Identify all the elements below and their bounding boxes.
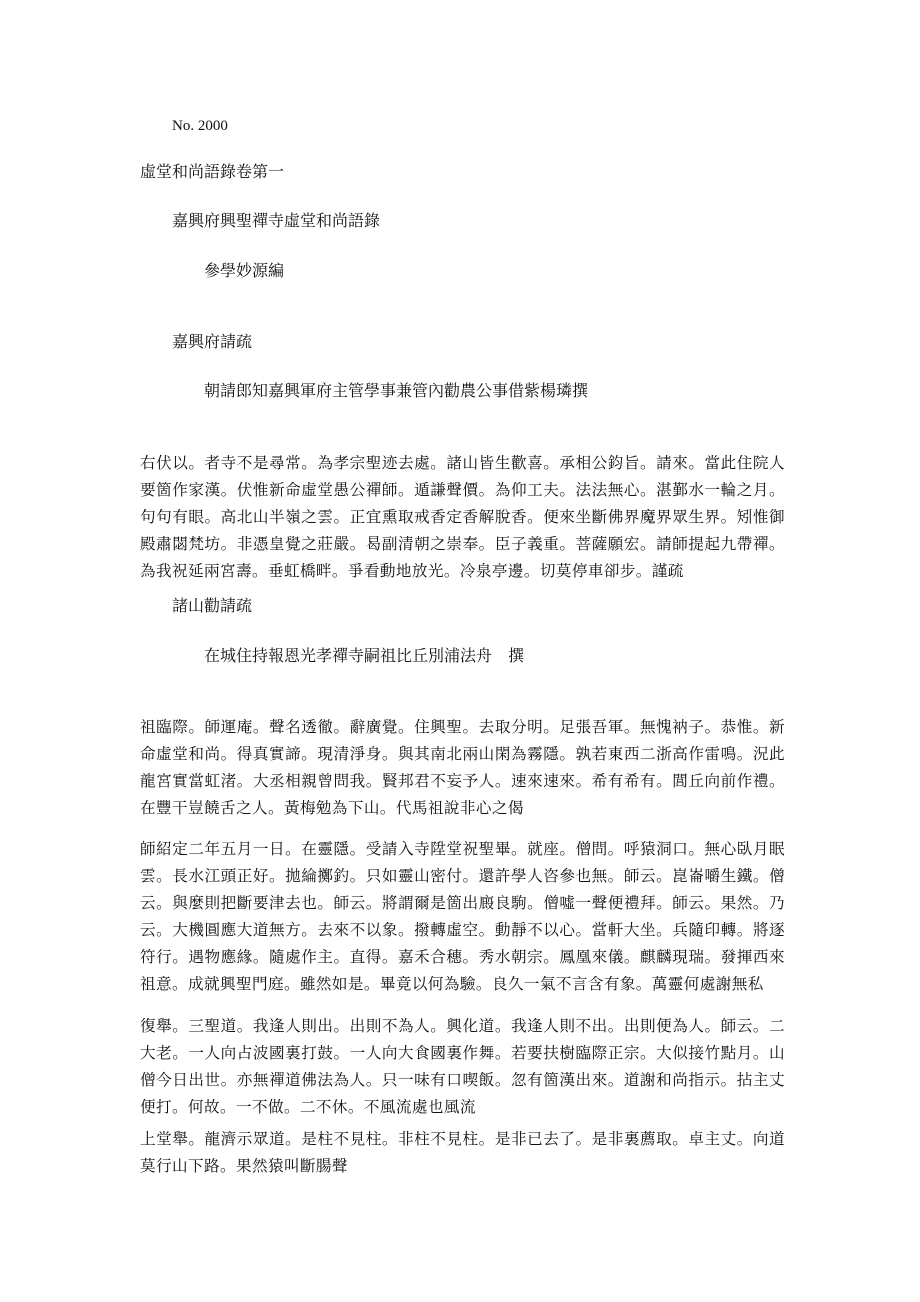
heading-zhushan-petition: 諸山勸請疏 [172, 596, 253, 615]
paragraph-1: 右伏以。者寺不是尋常。為孝宗聖迹去處。諸山皆生歡喜。承相公鈞旨。請來。當此住院人要箇作家漢。伏惟新命虛堂愚公禪師。遁謙聲價。為仰工夫。法法無心。湛鄞水一輪之月。句句有眼。高北山半嶺之雲。正宜熏取戒香定香解脫香。便來坐斷佛界魔界眾生界。矧惟御殿肅閟梵坊。非憑皇覺之莊嚴。曷副清朝之崇奉。臣子義重。菩薩願宏。請師提起九帶禪。為我祝延兩宮壽。垂虹橋畔。爭看動地放光。冷泉亭邊。切莫停車卻步。謹疏 [140, 454, 785, 580]
author-line-1: 朝請郎知嘉興軍府主管學事兼管內勸農公事借紫楊璘撰 [204, 381, 589, 400]
document-number: No. 2000 [172, 118, 228, 134]
compiler-line: 參學妙源編 [204, 261, 285, 280]
paragraph-3: 師紹定二年五月一日。在靈隱。受請入寺陞堂祝聖畢。就座。僧問。呼猿洞口。無心臥月眠雲。長水江頭正好。拋綸擲釣。只如靈山密付。還許學人咨參也無。師云。崑崙嚼生鐵。僧云。與麼則把斷要津去也。師云。將謂爾是箇出廄良駒。僧噓一聲便禮拜。師云。果然。乃云。大機圓應大道無方。去來不以象。撥轉虛空。動靜不以心。當軒大坐。兵隨印轉。將逐符行。遇物應緣。隨處作主。直得。嘉禾合穗。秀水朝宗。鳳凰來儀。麒麟現瑞。發揮西來祖意。成就興聖門庭。雖然如是。畢竟以何為驗。良久一氣不言含有象。萬靈何處謝無私 [140, 840, 785, 993]
paragraph-4: 復舉。三聖道。我逢人則出。出則不為人。興化道。我逢人則不出。出則便為人。師云。二大老。一人向占波國裏打鼓。一人向大食國裏作舞。若要扶樹臨際正宗。大似接竹點月。山僧今日出世。亦無禪道佛法為人。只一味有口喫飯。忽有箇漢出來。道謝和尚指示。拈主丈便打。何故。一不做。二不休。不風流處也風流 [140, 1017, 785, 1116]
author-line-2: 在城住持報恩光孝禪寺嗣祖比丘別浦法舟 撰 [204, 646, 525, 665]
paragraph-5: 上堂舉。龍濟示眾道。是柱不見柱。非柱不見柱。是非已去了。是非裏薦取。卓主丈。向道莫行山下路。果然猿叫斷腸聲 [140, 1130, 785, 1175]
volume-title: 虛堂和尚語錄卷第一 [140, 162, 285, 181]
heading-jiaxing-petition: 嘉興府請疏 [172, 332, 253, 351]
paragraph-2: 祖臨際。師運庵。聲名透徹。辭廣覺。住興聖。去取分明。足張吾軍。無愧衲子。恭惟。新命虛堂和尚。得真實諦。現清淨身。與其南北兩山閑為霧隱。孰若東西二浙高作雷鳴。況此龍宮實當虹渚。大丞相親曾問我。賢邦君不妄予人。速來速來。希有希有。閭丘向前作禮。在豐干豈饒舌之人。黃梅勉為下山。代馬祖說非心之偈 [140, 718, 785, 817]
section-title: 嘉興府興聖禪寺虛堂和尚語錄 [172, 211, 381, 230]
